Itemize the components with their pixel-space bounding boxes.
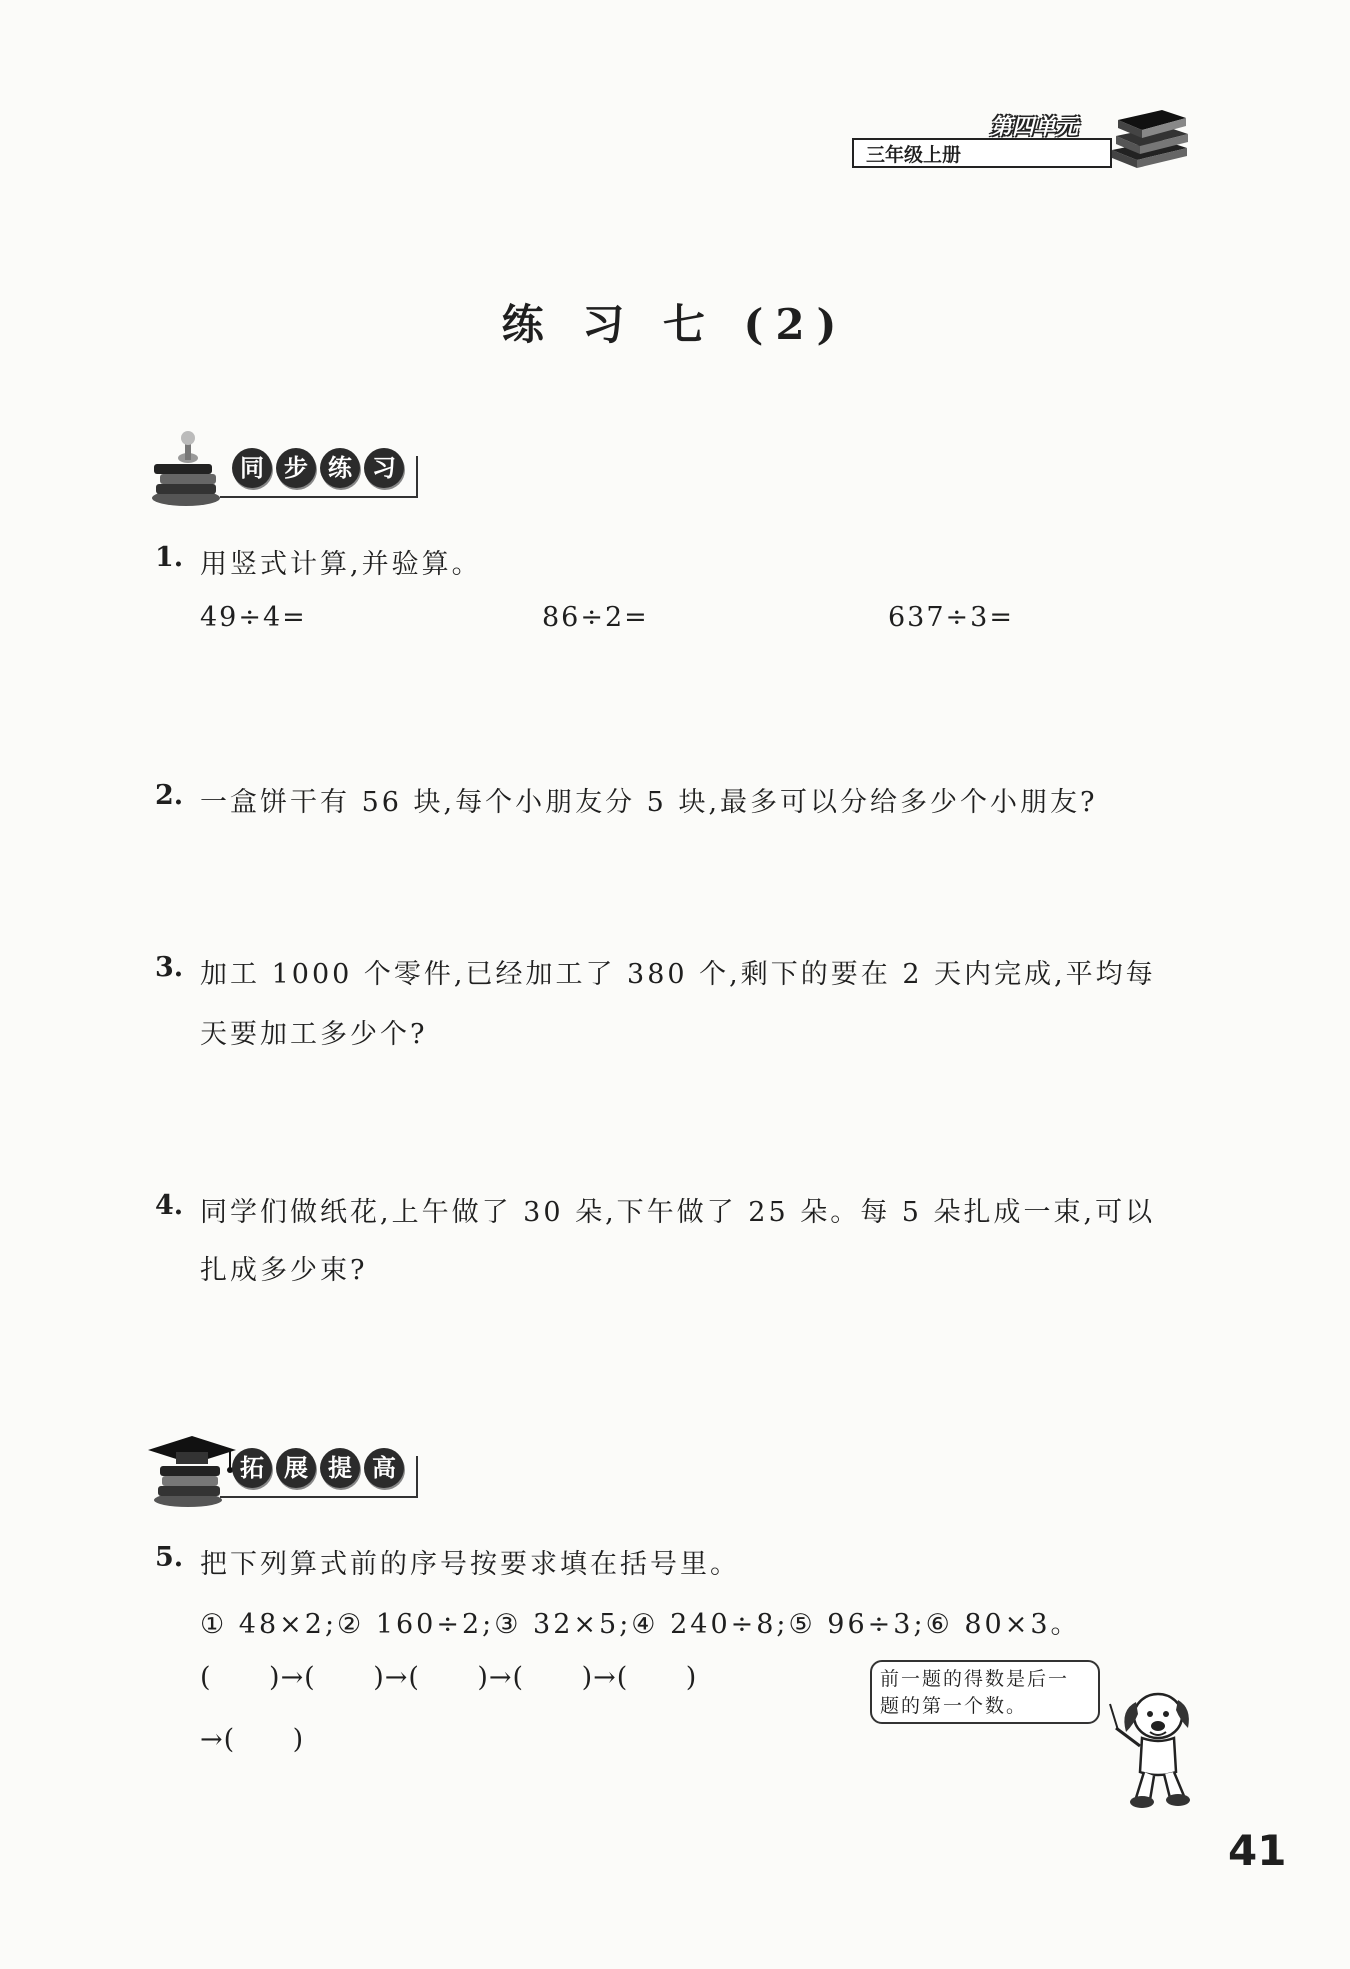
question-1-number: 1.: [155, 542, 184, 573]
expression-1: 49÷4=: [200, 602, 307, 633]
question-5-number: 5.: [155, 1542, 184, 1573]
expression-2: 86÷2=: [542, 602, 649, 633]
section-char: 展: [276, 1448, 316, 1488]
question-4-number: 4.: [155, 1190, 184, 1221]
hint-speech-bubble: [870, 1660, 1100, 1724]
section-char: 练: [320, 448, 360, 488]
answer-chain-row-1: ( )→( )→( )→( )→( ): [200, 1662, 698, 1693]
section-char: 提: [320, 1448, 360, 1488]
hint-line-1: 前一题的得数是后一: [880, 1668, 1070, 1690]
section-char: 同: [232, 448, 272, 488]
question-3-line-2: 天要加工多少个?: [200, 1019, 428, 1050]
question-5-items: ① 48×2;② 160÷2;③ 32×5;④ 240÷8;⑤ 96÷3;⑥ 80×3。: [200, 1609, 1081, 1640]
question-2-number: 2.: [155, 780, 184, 811]
section-char: 习: [364, 448, 404, 488]
section-char: 高: [364, 1448, 404, 1488]
section-char: 步: [276, 448, 316, 488]
section-header-extension: [148, 1428, 428, 1508]
question-4-line-2: 扎成多少束?: [200, 1255, 368, 1286]
page-number: 41: [1228, 1826, 1287, 1875]
answer-chain-row-2: →( ): [200, 1724, 305, 1755]
section-header-sync-practice: [148, 428, 428, 508]
expression-3: 637÷3=: [888, 602, 1014, 633]
section-char: 拓: [232, 1448, 272, 1488]
question-3-number: 3.: [155, 952, 184, 983]
section-title-chars: [232, 448, 404, 488]
cartoon-dog-icon: [1100, 1680, 1200, 1815]
question-2-text: 一盒饼干有 56 块,每个小朋友分 5 块,最多可以分给多少个小朋友?: [200, 787, 1098, 818]
question-4-line-1: 同学们做纸花,上午做了 30 朵,下午做了 25 朵。每 5 朵扎成一束,可以: [200, 1197, 1156, 1228]
hint-line-2: 题的第一个数。: [880, 1695, 1028, 1717]
question-1-text: 用竖式计算,并验算。: [200, 549, 482, 580]
question-5-text: 把下列算式前的序号按要求填在括号里。: [200, 1549, 740, 1580]
grade-label: 三年级上册: [852, 138, 1112, 168]
question-3-line-1: 加工 1000 个零件,已经加工了 380 个,剩下的要在 2 天内完成,平均每: [200, 959, 1156, 990]
page-title: 练 习 七 (2): [501, 300, 849, 349]
unit-badge: [852, 100, 1192, 180]
unit-label: 第四单元: [990, 115, 1079, 140]
books-icon: [1102, 100, 1192, 175]
section-title-chars: [232, 1448, 404, 1488]
